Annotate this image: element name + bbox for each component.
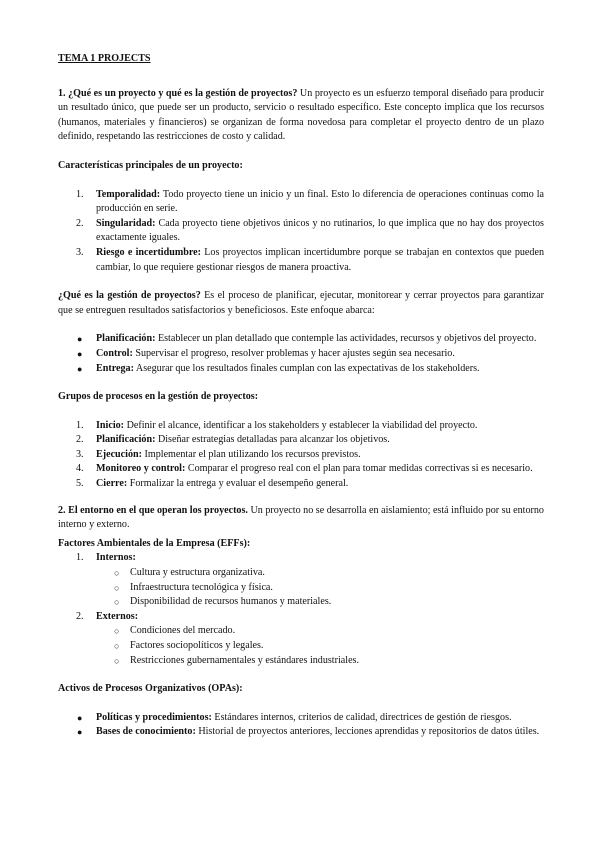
effs-group-externos (58, 610, 544, 625)
list-item (58, 566, 544, 581)
list-text: Definir el alcance, identificar a los stakeholders y establecer la viabilidad del proyecto. (124, 419, 478, 431)
list-text: Supervisar el progreso, resolver problemas y hacer ajustes según sea necesario. (132, 347, 455, 359)
list-text: Todo proyecto tiene un inicio y un final. Esto lo diferencia de operaciones continuas como la producción en serie. (96, 188, 544, 215)
list-text: Formalizar la entrega y evaluar el desempeño general. (127, 478, 349, 490)
caracteristicas-list (58, 188, 544, 276)
list-number: 1. (76, 188, 84, 200)
document-title: TEMA 1 PROJECTS (58, 53, 151, 64)
list-text: Diseñar estrategias detalladas para alcanzar los objetivos. (155, 434, 390, 446)
list-item (58, 217, 544, 246)
list-number: 2. (76, 434, 84, 446)
list-text: Asegurar que los resultados finales cumplan con las expectativas de los stakeholders. (133, 362, 480, 374)
list-item (58, 654, 544, 669)
list-number: 1. (76, 419, 84, 431)
document-page (58, 52, 544, 740)
list-item (58, 462, 544, 477)
list-text: Comparar el progreso real con el plan para tomar medidas correctivas si es necesario. (185, 463, 533, 475)
list-number: 4. (76, 463, 84, 475)
caracteristicas-heading: Características principales de un proyecto: (58, 159, 243, 171)
list-term: Entrega: (96, 362, 134, 374)
list-item (58, 725, 544, 740)
list-term: Cierre: (96, 478, 128, 490)
section-1-text: Un proyecto es un esfuerzo temporal diseñado para producir un resultado único, que puede ser un producto, servicio o resultado específico. Este concepto implica que los recursos (humanos, materiales y financieros) se organizan de forma novedosa para completar el proyecto dentro de un plazo definido, respetando las restricciones de costo y calidad. (58, 87, 544, 143)
list-term: Planificación: (96, 434, 156, 446)
internos-list (58, 566, 544, 610)
bullet-icon: ● (77, 727, 83, 738)
group-label: Externos: (96, 610, 139, 622)
list-text: Factores sociopolíticos y legales. (130, 640, 264, 651)
list-term: Planificación: (96, 333, 156, 345)
list-item (58, 624, 544, 639)
list-item (58, 332, 544, 347)
list-text: Estándares internos, criterios de calidad, directrices de gestión de riesgos. (211, 711, 512, 723)
section-2-text: Un proyecto no se desarrolla en aislamiento; está influido por su entorno interno y externo. (58, 504, 544, 531)
gestion-heading: ¿Qué es la gestión de proyectos? (58, 290, 201, 302)
list-term: Políticas y procedimientos: (96, 711, 212, 723)
list-number: 3. (76, 448, 84, 460)
list-term: Bases de conocimiento: (96, 726, 196, 738)
list-item (58, 595, 544, 610)
section-1-paragraph (58, 87, 544, 145)
list-item (58, 419, 544, 434)
opas-list (58, 711, 544, 740)
list-number: 2. (76, 610, 84, 622)
bullet-icon: ● (77, 348, 83, 359)
externos-list (58, 624, 544, 668)
list-item (58, 477, 544, 492)
bullet-icon: ● (77, 712, 83, 723)
list-item (58, 362, 544, 377)
bullet-icon: ● (77, 363, 83, 374)
effs-heading: Factores Ambientales de la Empresa (EFFs): (58, 537, 251, 549)
list-item (58, 639, 544, 654)
list-term: Ejecución: (96, 448, 142, 460)
list-item (58, 433, 544, 448)
circle-bullet-icon: ○ (114, 568, 120, 579)
list-term: Riesgo e incertidumbre: (96, 246, 201, 258)
list-term: Singularidad: (96, 217, 156, 229)
circle-bullet-icon: ○ (114, 655, 120, 666)
list-term: Control: (96, 347, 133, 359)
list-text: Historial de proyectos anteriores, lecciones aprendidas y repositorios de datos útiles. (195, 726, 540, 738)
list-item (58, 581, 544, 596)
circle-bullet-icon: ○ (114, 597, 120, 608)
grupos-heading: Grupos de procesos en la gestión de proyectos: (58, 391, 259, 403)
section-1-heading: 1. ¿Qué es un proyecto y qué es la gestión de proyectos? (58, 87, 298, 99)
list-text: Cada proyecto tiene objetivos únicos y no rutinarios, lo que implica que no hay dos proyectos exactamente iguales. (96, 217, 544, 244)
list-text: Cultura y estructura organizativa. (130, 567, 265, 579)
circle-bullet-icon: ○ (114, 641, 120, 651)
circle-bullet-icon: ○ (114, 582, 120, 593)
list-item (58, 347, 544, 362)
list-number: 1. (76, 552, 84, 564)
effs-group-internos (58, 551, 544, 566)
list-number: 2. (76, 217, 84, 229)
gestion-list (58, 332, 544, 376)
list-text: Disponibilidad de recursos humanos y materiales. (130, 596, 332, 608)
grupos-list (58, 419, 544, 492)
list-term: Temporalidad: (96, 188, 161, 200)
list-term: Inicio: (96, 419, 125, 431)
list-text: Restricciones gubernamentales y estándares industriales. (130, 654, 359, 666)
bullet-icon: ● (77, 334, 83, 345)
list-text: Los proyectos implican incertidumbre porque se trabajan en contextos que pueden cambiar, lo que requiere gestionar riesgos de manera proactiva. (96, 246, 544, 273)
list-text: Establecer un plan detallado que contemple las actividades, recursos y objetivos del proyecto. (155, 333, 537, 345)
list-term: Monitoreo y control: (96, 463, 186, 475)
gestion-paragraph (58, 289, 544, 318)
list-item (58, 711, 544, 726)
list-item (58, 448, 544, 463)
list-text: Infraestructura tecnológica y física. (130, 581, 273, 593)
list-item (58, 246, 544, 275)
list-number: 3. (76, 246, 84, 258)
group-label: Internos: (96, 552, 136, 564)
circle-bullet-icon: ○ (114, 626, 120, 637)
list-text: Condiciones del mercado. (130, 625, 236, 637)
section-2-heading: 2. El entorno en el que operan los proyectos. (58, 504, 248, 516)
list-item (58, 188, 544, 217)
list-text: Implementar el plan utilizando los recursos previstos. (141, 448, 361, 460)
opas-heading: Activos de Procesos Organizativos (OPAs): (58, 683, 243, 695)
list-number: 5. (76, 478, 84, 490)
gestion-text: Es el proceso de planificar, ejecutar, monitorear y cerrar proyectos para garantizar que se entreguen resultados satisfactorios y beneficiosos. Este enfoque abarca: (58, 290, 545, 316)
section-2-paragraph (58, 504, 544, 533)
